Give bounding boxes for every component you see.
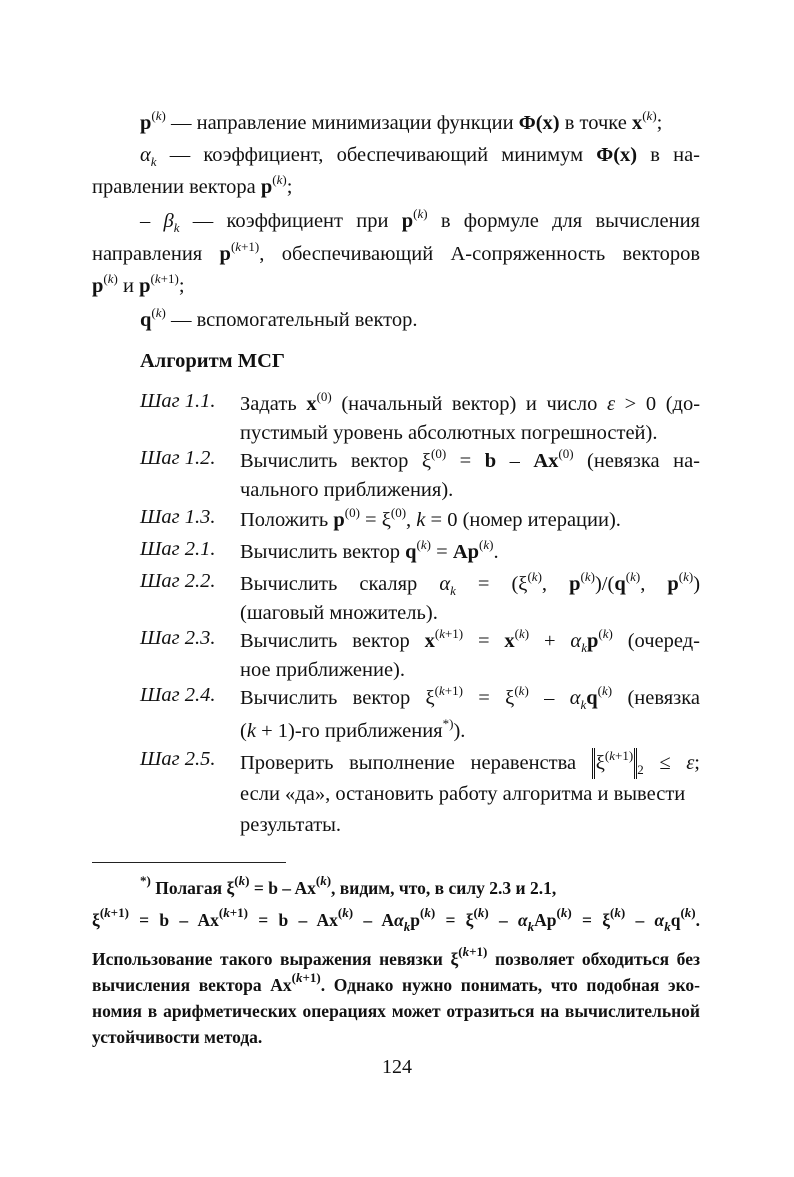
step-text-2-3: Вычислить вектор $x^{(k+1)} = x^{(k)} + \alpha_kp^{(k)}$ (очеред- ное приближение). bbox=[240, 626, 700, 681]
def-beta-line3: $p^{(k)}$ и $p^{(k+1)}$; bbox=[92, 271, 185, 297]
step-text-1-1: Задать $x^{(0)}$ (начальный вектор) и число ε > 0 (до- пустимый уровень абсолютных погрешностей). bbox=[240, 389, 701, 444]
step-label-2-1: Шаг 2.1. bbox=[140, 538, 216, 560]
step-text-2-5: Проверить выполнение неравенства $\xi^{(k+1)}_2 \le \varepsilon$; если «да», остановить работу алгоритма и вывести результаты. bbox=[240, 748, 700, 836]
page-number: 124 bbox=[382, 1056, 412, 1078]
step-label-2-2: Шаг 2.2. bbox=[140, 570, 216, 592]
def-beta-line2: направления $p^{(k+1)}$, обеспечивающий А-сопряженность векторов bbox=[92, 239, 701, 265]
step-label-1-3: Шаг 1.3. bbox=[140, 506, 216, 528]
step-text-2-4: Вычислить вектор $\xi^{(k+1)} = \xi^{(k)} - \alpha_kq^{(k)}$ (невязка (k + 1)-го приближения*)). bbox=[240, 683, 701, 742]
algorithm-heading: Алгоритм МСГ bbox=[140, 350, 285, 372]
footnote-equation: $\xi^{(k+1)} = b - Ax^{(k+1)} = b - Ax^{(k)} - A\alpha_kp^{(k)} = \xi^{(k)} - \alpha_kAp^{(k)} = \xi^{(k)} - \alpha_kq^{(k)}$. bbox=[92, 905, 700, 934]
def-q: $q^{(k)}$ — вспомогательный вектор. bbox=[140, 305, 418, 331]
step-label-2-4: Шаг 2.4. bbox=[140, 684, 216, 706]
step-text-1-3: Положить $p^{(0)} = \xi^{(0)}$, k = 0 (номер итерации). bbox=[240, 505, 621, 531]
step-text-2-2: Вычислить скаляр $\alpha_k = (\xi^{(k)}$, $p^{(k)})/(q^{(k)}$, $p^{(k)}$) (шаговый множитель). bbox=[240, 569, 701, 624]
def-alpha-line1: $\alpha_k$ — коэффициент, обеспечивающий минимум Φ(x) в на- bbox=[140, 144, 701, 169]
def-alpha-line2: правлении вектора $p^{(k)}$; bbox=[92, 172, 293, 198]
footnote-text: Использование такого выражения невязки $\xi^{(k+1)}$ позволяет обходиться без вычисления вектора $Ax^{(k+1)}$. Однако нужно понимать, что подобная эко- номия в арифметических операциях может отразиться на вычислительной устойчивости метода. bbox=[92, 944, 701, 1047]
step-label-1-2: Шаг 1.2. bbox=[140, 447, 216, 469]
footnote-intro: *) Полагая $\xi^{(k)} = b - Ax^{(k)}$, видим, что, в силу 2.3 и 2.1, bbox=[140, 873, 557, 898]
step-text-2-1: Вычислить вектор $q^{(k)} = Ap^{(k)}$. bbox=[240, 537, 499, 563]
step-label-2-5: Шаг 2.5. bbox=[140, 748, 216, 770]
step-text-1-2: Вычислить вектор $\xi^{(0)} = b - Ax^{(0)}$ (невязка на- чального приближения). bbox=[240, 446, 700, 501]
footnote-rule bbox=[92, 862, 286, 863]
step-label-1-1: Шаг 1.1. bbox=[140, 390, 216, 412]
def-beta-line1: – $\beta_k$ — коэффициент при $p^{(k)}$ в формуле для вычисления bbox=[140, 206, 700, 235]
step-label-2-3: Шаг 2.3. bbox=[140, 627, 216, 649]
def-p: $p^{(k)}$ — направление минимизации функции Φ(x) в точке $x^{(k)}$; bbox=[140, 108, 663, 134]
